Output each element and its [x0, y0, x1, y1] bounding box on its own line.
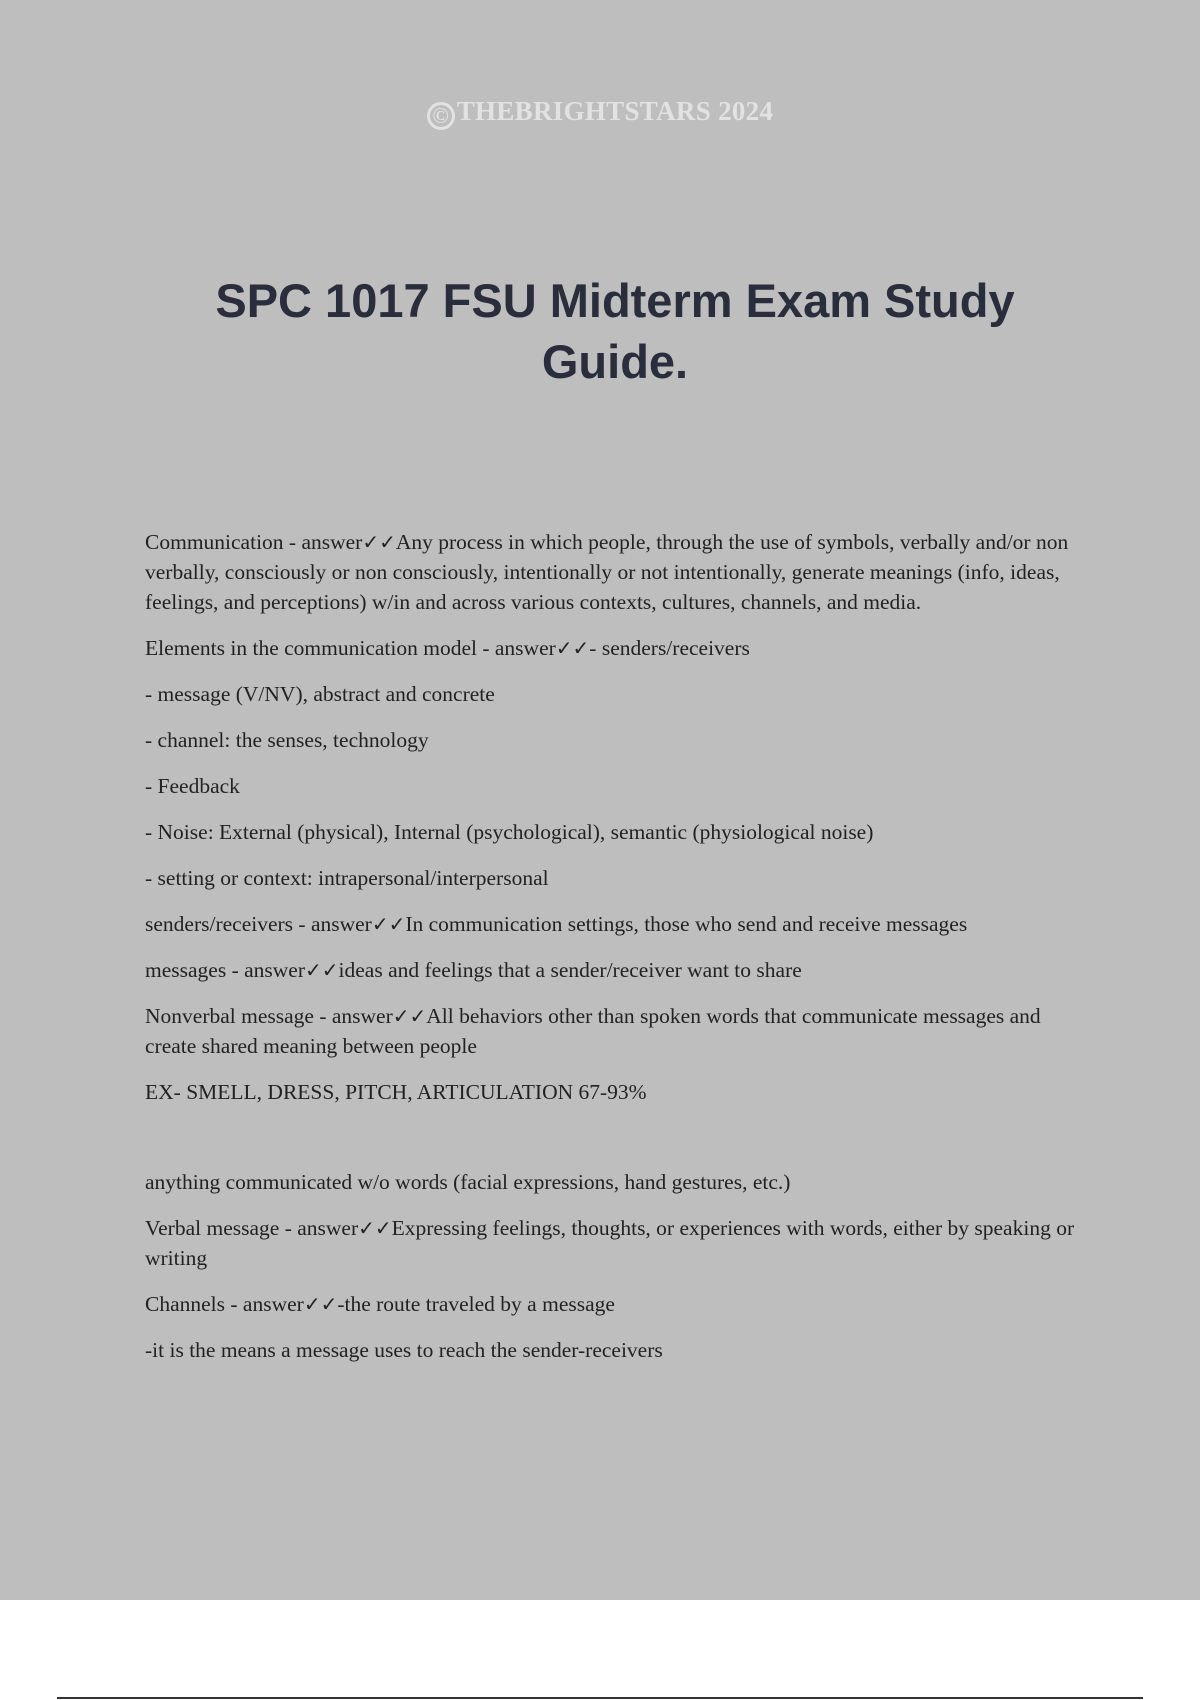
list-item: - Noise: External (physical), Internal (psychological), semantic (physiological noise): [145, 820, 874, 844]
footer-divider: [57, 1697, 1143, 1699]
list-item: - message (V/NV), abstract and concrete: [145, 682, 495, 706]
blank-line: [145, 1123, 1080, 1167]
answer-check-icon: ✓✓: [305, 958, 339, 982]
answer-check-icon: ✓✓: [371, 912, 406, 936]
entry-term: senders/receivers - answer: [145, 912, 372, 936]
entry-term: messages - answer: [145, 958, 306, 982]
list-item: EX- SMELL, DRESS, PITCH, ARTICULATION 67-93%: [145, 1080, 647, 1104]
watermark: [0, 96, 1200, 130]
entry-definition: All behaviors other than spoken words that communicate messages and create shared meaning between people: [145, 1004, 1041, 1058]
document-title: SPC 1017 FSU Midterm Exam Study Guide.: [215, 274, 1015, 388]
entry-verbal-message: [145, 1213, 1080, 1273]
watermark-text: THEBRIGHTSTARS 2024: [456, 96, 774, 126]
entry-definition: Expressing feelings, thoughts, or experiences with words, either by speaking or writing: [145, 1216, 1075, 1270]
entry-nonverbal-message: [145, 1001, 1080, 1061]
entry-definition: -the route traveled by a message: [337, 1292, 615, 1316]
list-item: -it is the means a message uses to reach the sender-receivers: [145, 1338, 663, 1362]
entry-definition: ideas and feelings that a sender/receiver want to share: [338, 958, 802, 982]
answer-check-icon: ✓✓: [303, 1292, 338, 1316]
entry-definition: Any process in which people, through the use of symbols, verbally and/or non verbally, consciously or non consciously, intentionally or not intentionally, generate meanings (info, ideas, feelings, and perceptions) w/in and across various contexts, cultures, channels, and media.: [145, 530, 1069, 614]
entry-definition: In communication settings, those who send and receive messages: [405, 912, 968, 936]
answer-check-icon: ✓✓: [392, 1004, 427, 1028]
study-guide-content: [145, 527, 1080, 1381]
entry-term: Channels - answer: [145, 1292, 304, 1316]
list-item: - channel: the senses, technology: [145, 728, 429, 752]
entry-elements: [145, 633, 1080, 663]
entry-term: Verbal message - answer: [145, 1216, 359, 1240]
entry-definition: - senders/receivers: [589, 636, 750, 660]
list-item: - Feedback: [145, 774, 240, 798]
entry-term: Communication - answer: [145, 530, 363, 554]
list-item: anything communicated w/o words (facial expressions, hand gestures, etc.): [145, 1170, 791, 1194]
entry-channels: [145, 1289, 1080, 1319]
entry-messages: [145, 955, 1080, 985]
answer-check-icon: ✓✓: [358, 1216, 392, 1240]
answer-check-icon: ✓✓: [555, 636, 590, 660]
list-item: - setting or context: intrapersonal/interpersonal: [145, 866, 549, 890]
answer-check-icon: ✓✓: [362, 530, 396, 554]
entry-term: Nonverbal message - answer: [145, 1004, 393, 1028]
copyright-icon: ©: [427, 102, 455, 130]
entry-senders-receivers: [145, 909, 1080, 939]
entry-communication: [145, 527, 1080, 617]
entry-term: Elements in the communication model - answer: [145, 636, 556, 660]
